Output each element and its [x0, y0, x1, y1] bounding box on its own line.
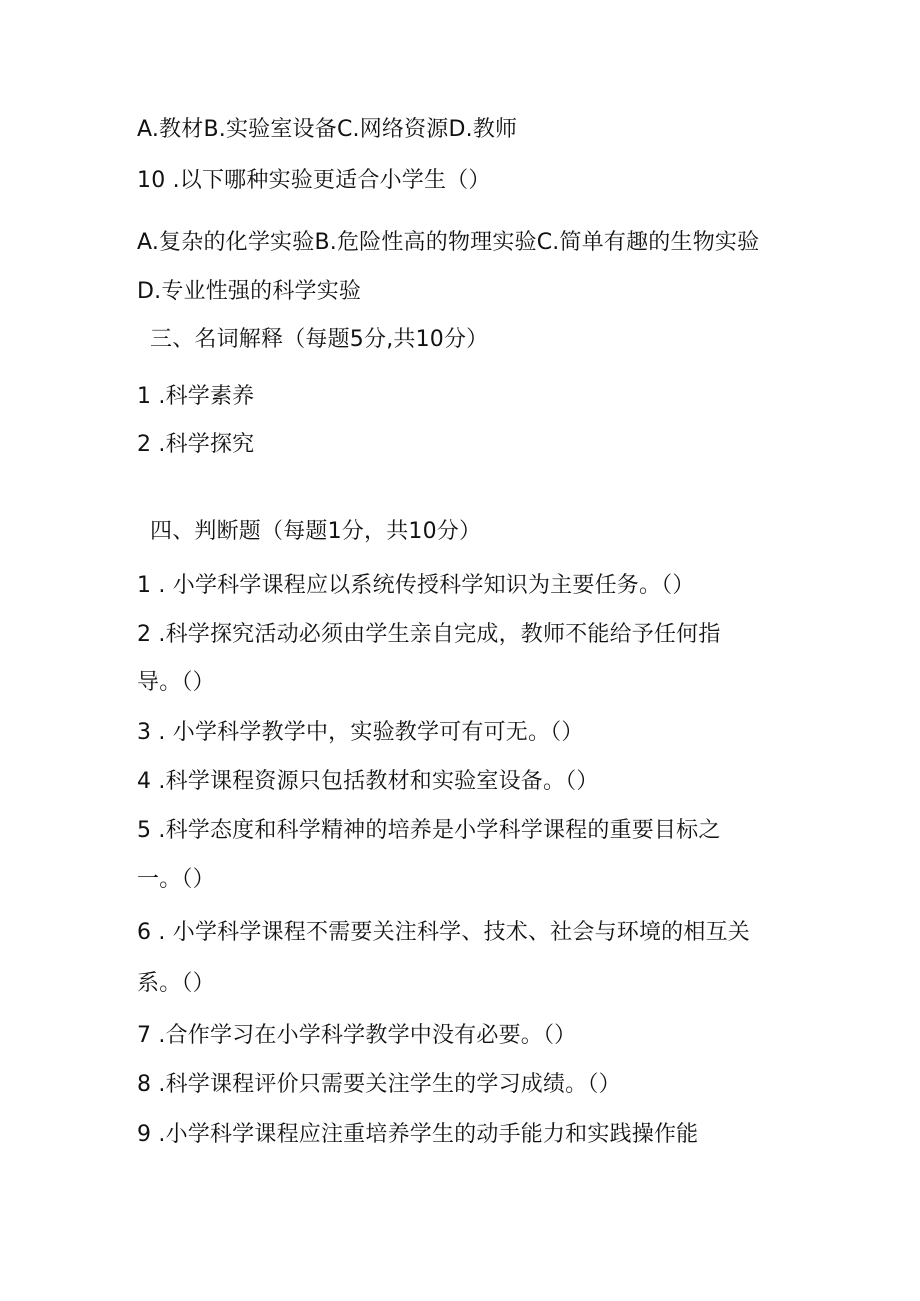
section-4-line-12: 9 .小学科学课程应注重培养学生的动手能力和实践操作能	[137, 1122, 699, 1147]
section-4-line-4: 3 . 小学科学教学中，实验教学可有可无。（）	[137, 720, 584, 745]
section-3-heading: 三、名词解释（每题5分,共10分）	[150, 327, 489, 352]
section-4-line-11: 8 .科学课程评价只需要关注学生的学习成绩。（）	[137, 1072, 621, 1097]
section-4-line-6: 5 .科学态度和科学精神的培养是小学科学课程的重要目标之	[137, 818, 721, 843]
question-10: 10 .以下哪种实验更适合小学生（）	[137, 168, 491, 193]
section-3-item-2: 2 .科学探究	[137, 432, 255, 457]
section-4-line-1: 1 . 小学科学课程应以系统传授科学知识为主要任务。（）	[137, 573, 695, 598]
section-4-line-7: 一。（）	[137, 867, 215, 892]
section-3-item-1: 1 .科学素养	[137, 384, 255, 409]
section-4-line-9: 系。（）	[137, 971, 215, 996]
question-10-options-line-1: A.复杂的化学实验B.危险性高的物理实验C.简单有趣的生物实验	[137, 230, 760, 255]
section-4-line-5: 4 .科学课程资源只包括教材和实验室设备。（）	[137, 769, 599, 794]
question-10-options-line-2: D.专业性强的科学实验	[137, 279, 362, 304]
section-4-line-3: 导。（）	[137, 670, 215, 695]
section-4-line-10: 7 .合作学习在小学科学教学中没有必要。（）	[137, 1023, 577, 1048]
section-4-line-2: 2 .科学探究活动必须由学生亲自完成，教师不能给予任何指	[137, 622, 721, 647]
section-4-heading: 四、判断题（每题1分，共10分）	[150, 519, 482, 544]
section-4-line-8: 6 . 小学科学课程不需要关注科学、技术、社会与环境的相互关	[137, 920, 750, 945]
question-9-options: A.教材B.实验室设备C.网络资源D.教师	[137, 117, 518, 142]
